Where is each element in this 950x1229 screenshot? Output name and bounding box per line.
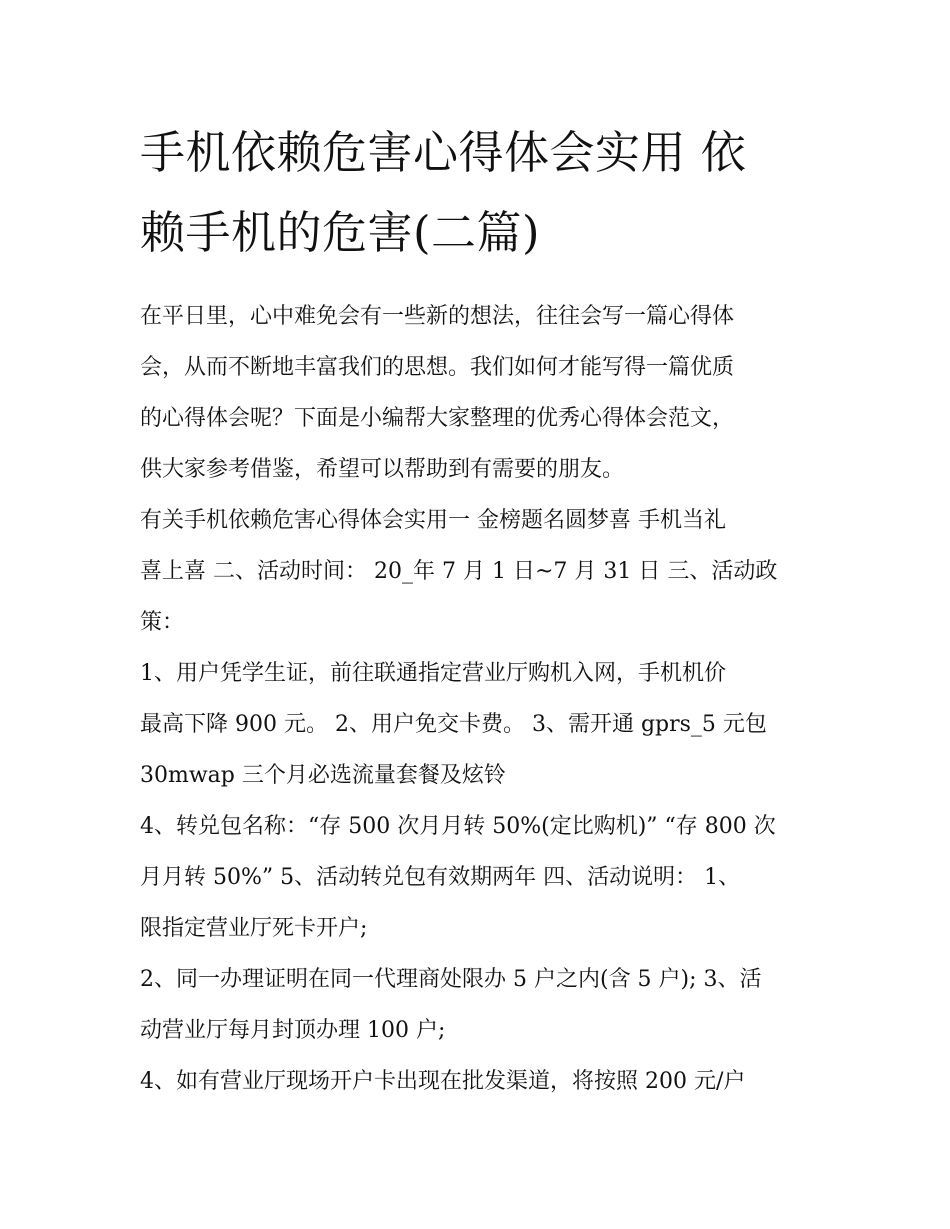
text-line: 的心得体会呢？下面是小编帮大家整理的优秀心得体会范文， <box>140 406 735 431</box>
text-line: 1、用户凭学生证，前往联通指定营业厅购机入网，手机机价 <box>140 661 726 686</box>
text-line: 4、如有营业厅现场开户卡出现在批发渠道，将按照 200 元/户 <box>140 1069 746 1094</box>
paragraph-note-4 <box>140 1056 812 1107</box>
text-line: 策： <box>140 610 185 635</box>
paragraph-note-2 <box>140 954 812 1056</box>
paragraph-policy-1 <box>140 648 812 801</box>
text-line: 喜上喜 二、活动时间： 20_年 7 月 1 日~7 月 31 日 三、活动政 <box>140 559 778 584</box>
document-title <box>140 113 812 273</box>
text-line: 在平日里，心中难免会有一些新的想法，往往会写一篇心得体 <box>140 304 735 329</box>
text-line: 月月转 50%” 5、活动转兑包有效期两年 四、活动说明： 1、 <box>140 865 741 890</box>
text-line: 2、同一办理证明在同一代理商处限办 5 户之内(含 5 户); 3、活 <box>140 967 762 992</box>
text-line: 会，从而不断地丰富我们的思想。我们如何才能写得一篇优质 <box>140 355 735 380</box>
text-line: 限指定营业厅死卡开户; <box>140 916 368 941</box>
text-line: 有关手机依赖危害心得体会实用一 金榜题名圆梦喜 手机当礼 <box>140 508 726 533</box>
title-line: 手机依赖危害心得体会实用 依 <box>140 126 747 179</box>
paragraph-policy-4 <box>140 801 812 954</box>
text-line: 4、转兑包名称：“存 500 次月月转 50%(定比购机)” “存 800 次 <box>140 814 776 839</box>
text-line: 30mwap 三个月必选流量套餐及炫铃 <box>140 763 506 788</box>
paragraph-activity-time <box>140 495 812 648</box>
document-body <box>140 291 812 1107</box>
title-line: 赖手机的危害(二篇) <box>140 206 541 259</box>
document-page <box>140 113 812 1107</box>
paragraph-intro <box>140 291 812 495</box>
text-line: 动营业厅每月封顶办理 100 户; <box>140 1018 446 1043</box>
text-line: 供大家参考借鉴，希望可以帮助到有需要的朋友。 <box>140 457 625 482</box>
text-line: 最高下降 900 元。 2、用户免交卡费。 3、需开通 gprs_5 元包 <box>140 712 767 737</box>
